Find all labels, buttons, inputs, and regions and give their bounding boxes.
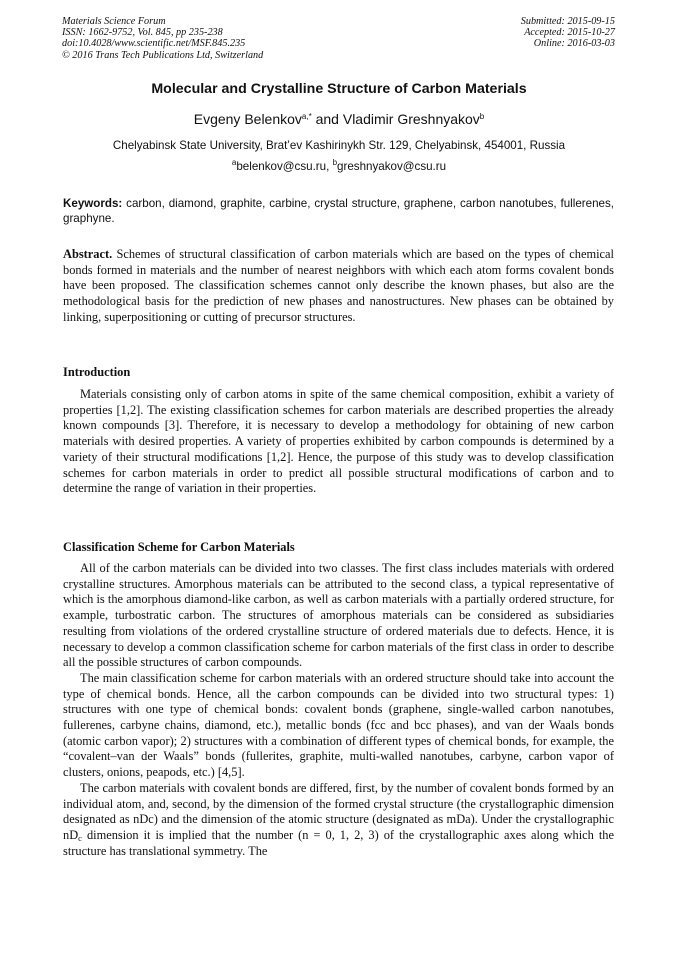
- journal-name: Materials Science Forum: [62, 16, 166, 27]
- keywords-text: carbon, diamond, graphite, carbine, crystal structure, graphene, carbon nanotubes, fullerenes, graphyne.: [63, 197, 614, 226]
- accepted-date: Accepted: 2015-10-27: [524, 27, 615, 39]
- abstract: [63, 247, 614, 326]
- journal-info: [62, 16, 263, 61]
- submitted-date: Submitted: 2015-09-15: [520, 16, 615, 27]
- section-heading-introduction: Introduction: [63, 365, 131, 379]
- author-joiner: and: [311, 111, 343, 127]
- classification-paragraph-2: The main classification scheme for carbon materials with an ordered structure should take into account the type of chemical bonds. Hence, all the carbon compounds can be divided into two structural types: 1) structures with one type of chemical bonds: covalent bonds (graphene, single-walled carbon nanotubes, fullerenes, carbyne chains, diamond, etc.), metallic bonds (fcc and bcc phases), and van der Waals bonds (atomic carbon vapor); 2) structures with a combination of different types of chemical bonds, for example, the “covalent–van der Waals” bonds (fullerites, graphite, multi-walled nanotubes, carbyne, carbon vapor of clusters, onions, peapods, etc.) [4,5].: [63, 670, 614, 780]
- classification-paragraph-1: All of the carbon materials can be divided into two classes. The first class includes materials with ordered crystalline structures. Amorphous materials can be attributed to the second class, a typical representative of which is the amorphous diamond-like carbon, as well as carbon materials with a partially ordered structure, for example, turbostratic carbon. The structures of amorphous materials can be considered as subsidiaries resulting from violations of the ordered crystalline structure of ordered materials due to defects. Hence, it is necessary to develop a common classification scheme for carbon materials of the first class in order to describe all the possible structures of carbon compounds.: [63, 561, 614, 670]
- journal-doi: doi:10.4028/www.scientific.net/MSF.845.235: [62, 38, 246, 50]
- affiliation: Chelyabinsk State University, Brat’ev Kashirinykh Str. 129, Chelyabinsk, 454001, Russia: [112, 139, 566, 152]
- abstract-label: Abstract.: [63, 247, 113, 261]
- journal-copyright: © 2016 Trans Tech Publications Ltd, Switzerland: [62, 49, 264, 61]
- author-line: [0, 111, 678, 127]
- author-2-name: Vladimir Greshnyakov: [342, 111, 480, 127]
- journal-issn: ISSN: 1662-9752, Vol. 845, pp 235-238: [62, 27, 223, 39]
- abstract-text: Schemes of structural classification of carbon materials which are based on the types of chemical bonds formed in materials and the number of nearest neighbors with which each atom forms covalent bonds have been proposed. The classification schemes cannot only describe the known phases, but also are the methodological basis for the prediction of new phases and nanostructures. New phases can be obtained by linking, superpositioning or cutting of precursor structures.: [63, 247, 614, 324]
- email-a[interactable]: belenkov@csu.ru,: [236, 160, 330, 173]
- introduction-body: [63, 387, 614, 497]
- keywords: [63, 196, 614, 227]
- keywords-label: Keywords:: [63, 197, 123, 210]
- author-2-sup: b: [479, 112, 485, 121]
- classification-body: [63, 561, 614, 859]
- paper-title: Molecular and Crystalline Structure of Carbon Materials: [151, 81, 527, 97]
- p3-subscript: c: [78, 832, 82, 843]
- classification-paragraph-3: [63, 781, 614, 860]
- author-1-name: Evgeny Belenkov: [193, 111, 302, 127]
- author-1-sup: a,*: [301, 112, 312, 121]
- email-a-sup: a: [231, 158, 237, 167]
- p3-text-a: The carbon materials with covalent bonds are differed, first, by the number of covalent bonds formed by an individual atom, and, second, by the dimension of the formed crystal structure (the crystallographic dimension designated as nDc) and the dimension of the atomic structure (designated as mDa). Under the crystallographic nD: [63, 780, 614, 842]
- author-emails: [0, 160, 678, 173]
- online-date: Online: 2016-03-03: [533, 38, 615, 50]
- intro-paragraph: Materials consisting only of carbon atoms in spite of the same chemical composition, exhibit a variety of properties [1,2]. The existing classification schemes for carbon materials are described properties the already known compounds [3]. Therefore, it is necessary to develop a methodology for obtaining of new carbon materials with desired properties. A variety of properties exhibited by carbon compounds is determined by a variety of their structural modifications [1,2]. Hence, the purpose of this study was to develop classification schemes for carbon materials in order to predict all possible structural modifications of carbon and to determine the range of variation in their properties.: [63, 387, 614, 496]
- p3-text-b: dimension it is implied that the number (n = 0, 1, 2, 3) of the crystallographic axes along which the structure has translational symmetry. The: [63, 827, 614, 858]
- email-b-sup: b: [332, 158, 338, 167]
- publication-dates: [521, 16, 615, 50]
- section-heading-classification: Classification Scheme for Carbon Materials: [63, 540, 295, 554]
- email-b[interactable]: greshnyakov@csu.ru: [337, 160, 447, 173]
